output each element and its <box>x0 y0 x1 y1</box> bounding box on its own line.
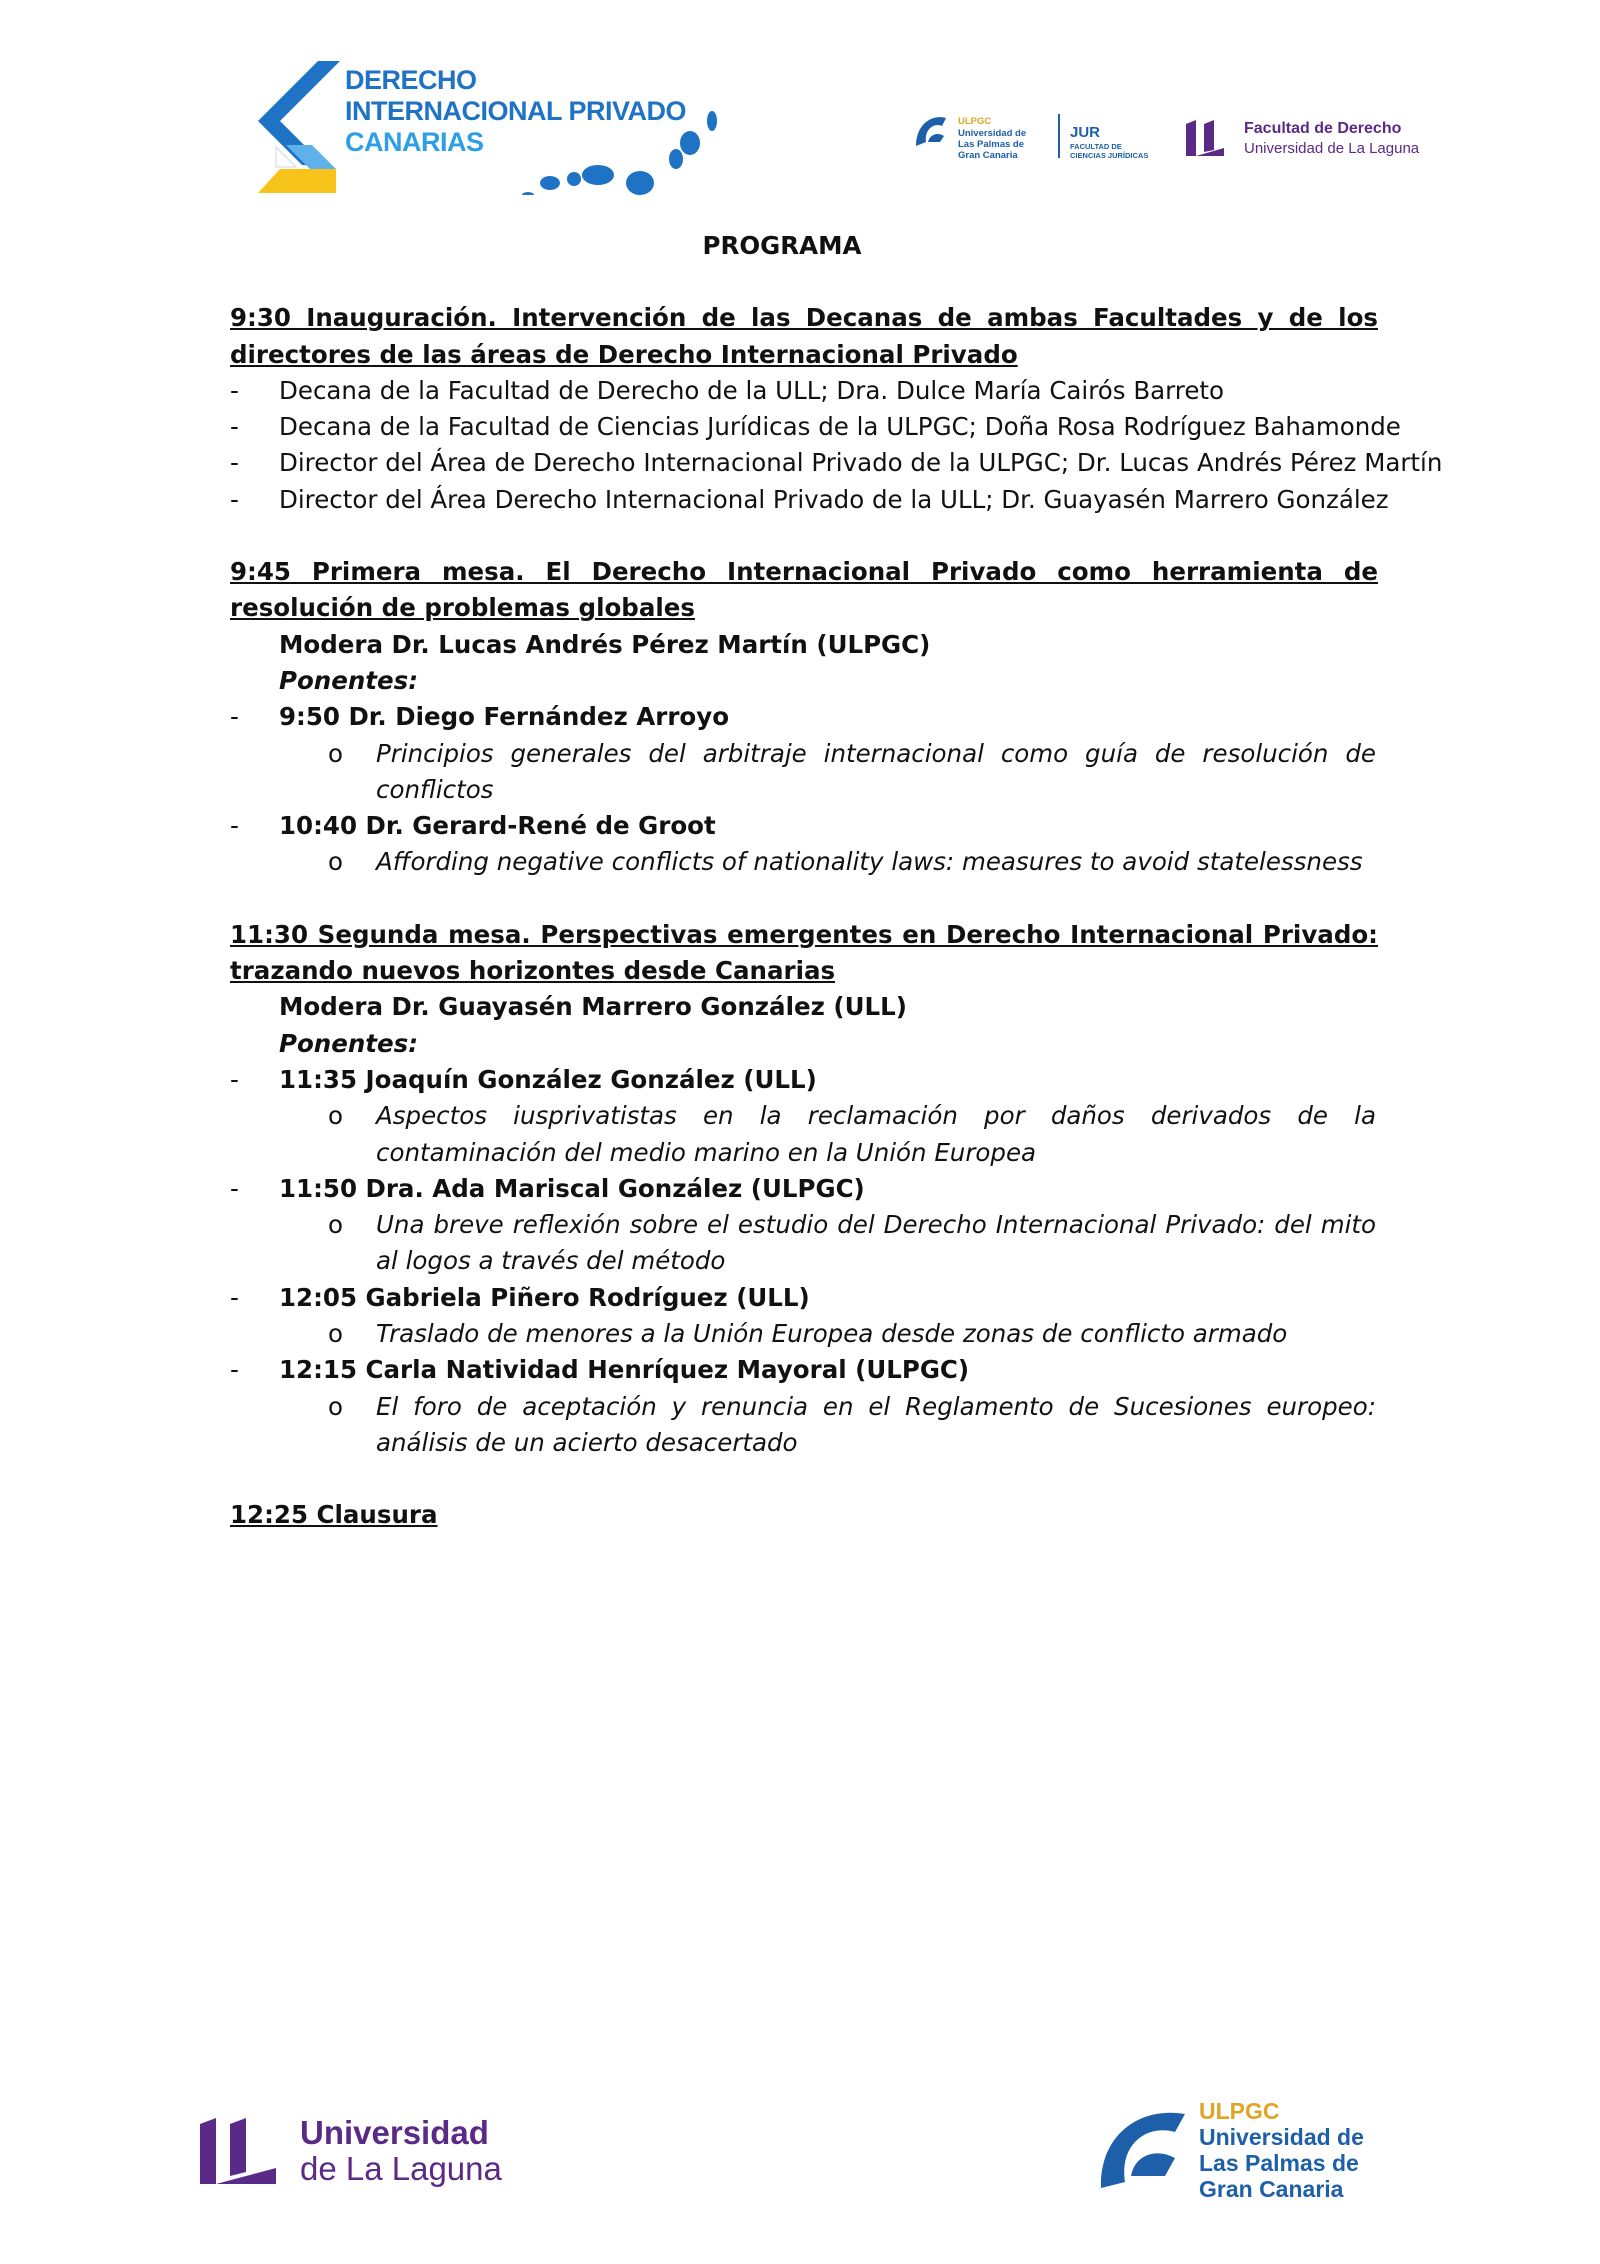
opening-item-text: Director del Área Derecho Internacional Privado de la ULL; Dr. Guayasén Marrero González <box>279 484 1389 514</box>
speaker-name: 9:50 Dr. Diego Fernández Arroyo <box>279 702 730 732</box>
speaker-name: 10:40 Dr. Gerard-René de Groot <box>279 811 716 841</box>
talk-title-item <box>230 844 1376 880</box>
speaker-name: 12:05 Gabriela Piñero Rodríguez (ULL) <box>279 1282 810 1312</box>
ulpgc-small-line-1: Universidad de <box>958 128 1027 139</box>
jur-logo-line-2: FACULTAD DE <box>1070 142 1122 151</box>
spacer <box>230 518 1380 554</box>
list-item <box>230 373 1380 409</box>
talk-title: Una breve reflexión sobre el estudio del Derecho Internacional Privado: del mito al logos a través del método <box>376 1210 1376 1276</box>
ulpgc-small-logo <box>912 108 1072 168</box>
jur-logo-mark: JUR <box>1070 124 1101 141</box>
talk-title-item <box>230 1207 1376 1280</box>
opening-item-text: Decana de la Facultad de Derecho de la ULL; Dra. Dulce María Cairós Barreto <box>279 375 1224 405</box>
dip-logo-line-1: DERECHO <box>345 65 477 95</box>
dash-marker: - <box>230 484 239 514</box>
dash-marker: - <box>230 1173 239 1203</box>
ulpgc-small-line-3: Gran Canaria <box>958 150 1018 161</box>
talk-title-item <box>230 1389 1376 1462</box>
speaker-item <box>230 808 1380 844</box>
page-title: PROGRAMA <box>702 231 862 260</box>
ulpgc-footer-logo <box>1095 2096 1395 2216</box>
dash-marker: - <box>230 811 239 841</box>
talk-title-item <box>230 1098 1376 1171</box>
panel-2-speakers-label: Ponentes: <box>279 1028 418 1058</box>
ulpgc-footer-acronym: ULPGC <box>1199 2098 1280 2124</box>
panel-1-moderator: Modera Dr. Lucas Andrés Pérez Martín (ULPGC) <box>279 629 931 659</box>
spacer <box>230 1461 1380 1497</box>
dip-logo-line-3: CANARIAS <box>345 127 484 157</box>
ull-footer-line-1: Universidad <box>300 2114 489 2151</box>
ull-university-name: Universidad de La Laguna <box>1244 140 1420 157</box>
talk-title: Affording negative conflicts of nationality laws: measures to avoid statelessness <box>376 847 1363 877</box>
logo-divider <box>1058 114 1060 158</box>
bullet-marker: o <box>328 1210 343 1240</box>
ull-faculty-name: Facultad de Derecho <box>1244 120 1402 137</box>
ull-footer-line-2: de La Laguna <box>300 2150 502 2187</box>
speaker-item <box>230 1280 1380 1316</box>
speaker-item <box>230 1352 1380 1388</box>
speaker-name: 12:15 Carla Natividad Henríquez Mayoral (ULPGC) <box>279 1355 970 1385</box>
ulpgc-footer-line-3: Gran Canaria <box>1199 2176 1344 2202</box>
speaker-item <box>230 699 1380 735</box>
ulpgc-footer-line-2: Las Palmas de <box>1199 2150 1359 2176</box>
opening-item-text: Decana de la Facultad de Ciencias Jurídicas de la ULPGC; Doña Rosa Rodríguez Bahamonde <box>279 412 1401 442</box>
program-document <box>230 228 1443 1534</box>
ulpgc-footer-line-1: Universidad de <box>1199 2124 1364 2150</box>
list-item <box>230 409 1401 445</box>
talk-title: Aspectos iusprivatistas en la reclamación por daños derivados de la contaminación del medio marino en la Unión Europea <box>376 1101 1376 1167</box>
dash-marker: - <box>230 375 239 405</box>
speaker-name: 11:35 Joaquín González González (ULL) <box>279 1064 817 1094</box>
list-item <box>230 482 1389 518</box>
jur-faculty-logo <box>1062 118 1172 168</box>
ull-emblem-icon <box>1184 118 1230 158</box>
dash-marker: - <box>230 702 239 732</box>
opening-heading: 9:30 Inauguración. Intervención de las Decanas de ambas Facultades y de los directores de las áreas de Derecho Internacional Privado <box>230 303 1378 369</box>
talk-title-item <box>230 736 1376 809</box>
talk-title-item <box>230 1316 1376 1352</box>
bullet-marker: o <box>328 738 343 768</box>
opening-item-text: Director del Área de Derecho Internacional Privado de la ULPGC; Dr. Lucas Andrés Pérez Martín <box>279 448 1443 478</box>
list-item <box>230 445 1443 481</box>
speaker-item <box>230 1171 1380 1207</box>
spacer <box>230 881 1380 917</box>
derecho-internacional-privado-canarias-logo <box>238 55 738 195</box>
speaker-item <box>230 1062 1380 1098</box>
jur-logo-line-3: CIENCIAS JURÍDICAS <box>1070 151 1149 160</box>
bullet-marker: o <box>328 1319 343 1349</box>
bullet-marker: o <box>328 1391 343 1421</box>
ulpgc-wave-icon <box>1095 2102 1195 2202</box>
panel-2-moderator: Modera Dr. Guayasén Marrero González (ULL) <box>279 992 907 1022</box>
talk-title: Principios generales del arbitraje internacional como guía de resolución de conflictos <box>376 738 1376 804</box>
talk-title: El foro de aceptación y renuncia en el Reglamento de Sucesiones europeo: análisis de un acierto desacertado <box>376 1391 1376 1457</box>
ull-footer-logo <box>196 2112 516 2192</box>
ulpgc-wave-icon <box>912 112 952 152</box>
ulpgc-small-acronym: ULPGC <box>958 116 992 127</box>
closing-heading: 12:25 Clausura <box>230 1500 438 1530</box>
dash-marker: - <box>230 448 239 478</box>
dash-marker: - <box>230 412 239 442</box>
panel-1-speakers-label: Ponentes: <box>279 665 418 695</box>
dip-logo-line-2: INTERNACIONAL PRIVADO <box>345 96 687 126</box>
dash-marker: - <box>230 1355 239 1385</box>
speaker-name: 11:50 Dra. Ada Mariscal González (ULPGC) <box>279 1173 865 1203</box>
panel-1-heading: 9:45 Primera mesa. El Derecho Internacional Privado como herramienta de resolución de problemas globales <box>230 557 1378 623</box>
dash-marker: - <box>230 1282 239 1312</box>
bullet-marker: o <box>328 1101 343 1131</box>
ull-law-faculty-logo <box>1182 114 1472 164</box>
talk-title: Traslado de menores a la Unión Europea desde zonas de conflicto armado <box>376 1319 1288 1349</box>
dash-marker: - <box>230 1064 239 1094</box>
ulpgc-small-line-2: Las Palmas de <box>958 139 1025 150</box>
panel-2-heading: 11:30 Segunda mesa. Perspectivas emergentes en Derecho Internacional Privado: trazando nuevos horizontes desde Canarias <box>230 919 1378 986</box>
bullet-marker: o <box>328 847 343 877</box>
ull-emblem-icon <box>196 2114 286 2186</box>
